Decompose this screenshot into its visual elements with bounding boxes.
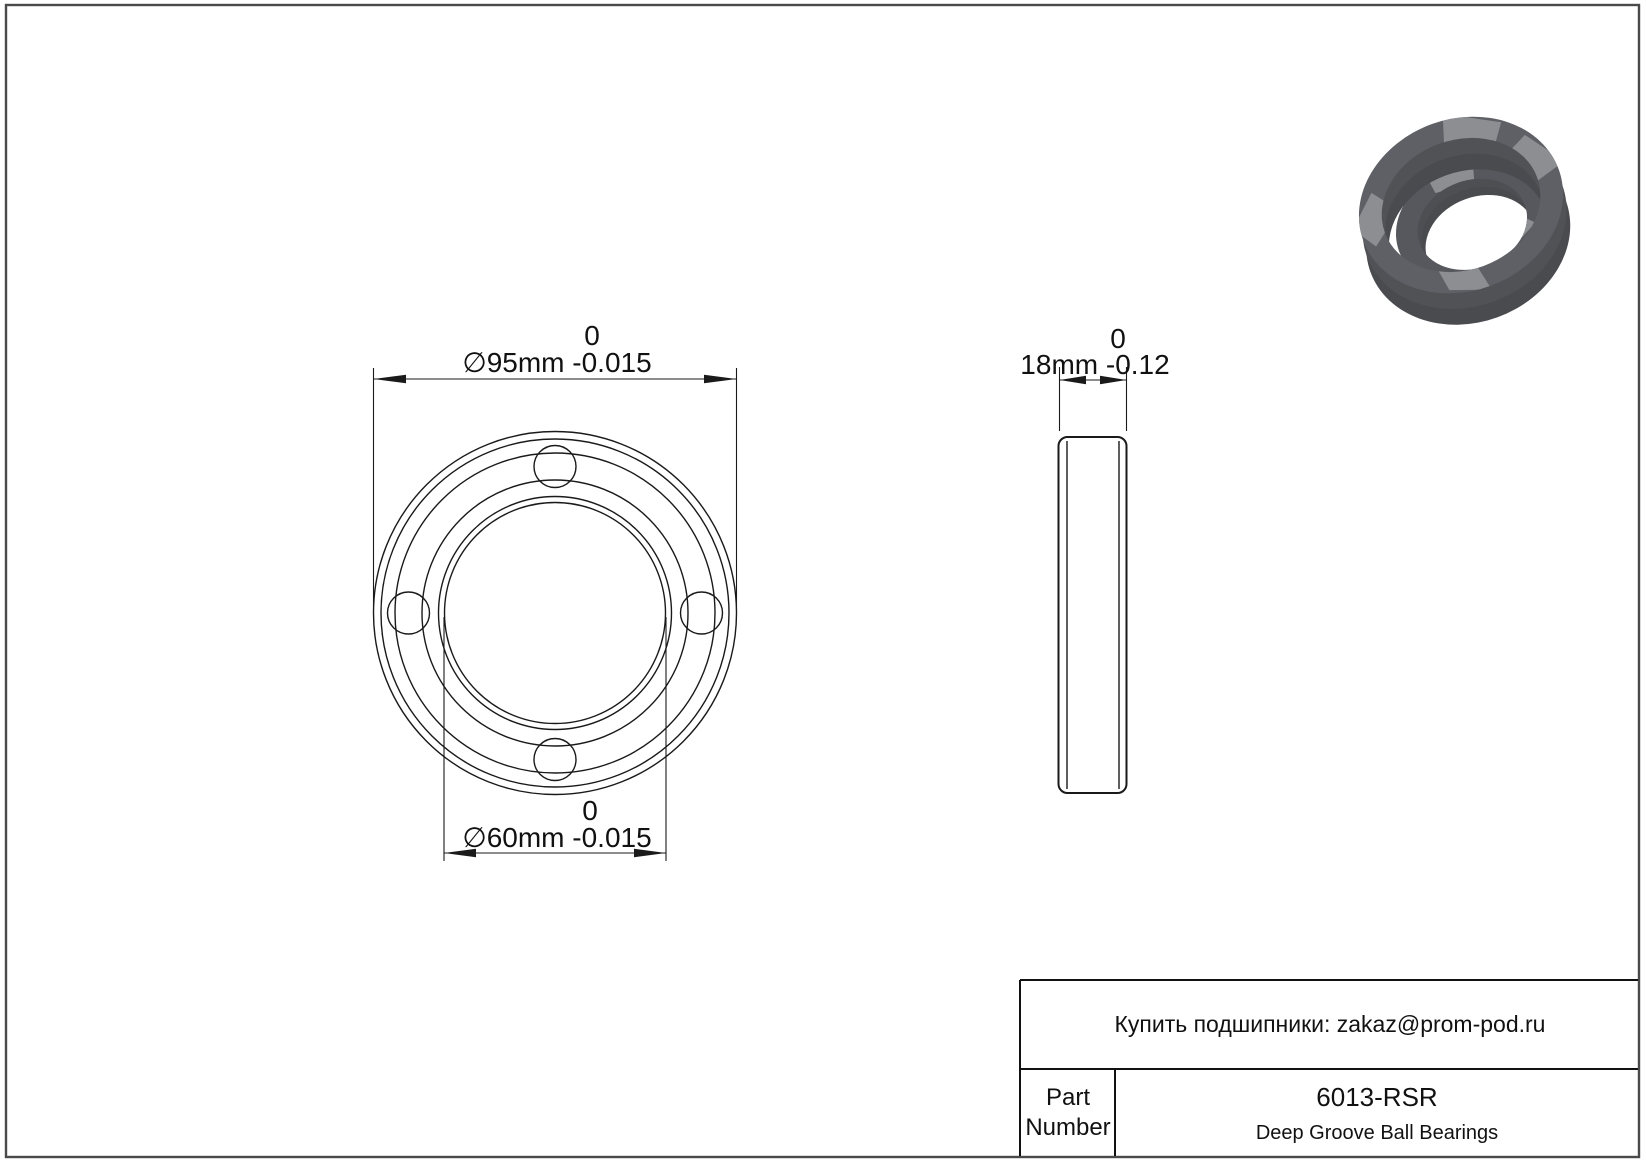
od-tolerance-upper: 0 xyxy=(584,320,600,351)
outer-raceway-circle xyxy=(395,453,715,773)
outer-ring-shoulder-circle xyxy=(381,439,729,787)
ball-left xyxy=(388,592,430,634)
arrowhead-right xyxy=(704,375,737,384)
front-view-drawing xyxy=(374,432,737,795)
part-label-line1: Part xyxy=(1045,1084,1090,1111)
ball-bottom xyxy=(534,739,576,781)
part-number-value: 6013-RSR xyxy=(1316,1081,1438,1112)
part-number-label xyxy=(1022,1071,1114,1155)
side-view-drawing xyxy=(1059,437,1127,793)
ball-top xyxy=(534,446,576,488)
part-number-cell xyxy=(1116,1071,1638,1155)
bearing-type-label: Deep Groove Ball Bearings xyxy=(1255,1121,1499,1144)
bore-dimension-label: ∅60mm -0.015 xyxy=(462,822,652,853)
bearing-3d-render xyxy=(1326,80,1606,353)
part-label-line2: Number xyxy=(1025,1114,1111,1141)
contact-line: Купить подшипники: zakaz@prom-pod.ru xyxy=(1114,1011,1546,1037)
bore-tolerance-upper: 0 xyxy=(582,795,598,826)
ring-cross-section xyxy=(1059,437,1127,793)
bore-circle xyxy=(445,503,666,724)
outer-ring-od-circle xyxy=(374,432,737,795)
width-dimension-label: 18mm -0.12 xyxy=(1020,349,1170,380)
inner-ring-shoulder-circle xyxy=(439,497,672,730)
inner-raceway-circle xyxy=(422,480,688,746)
width-tolerance-upper: 0 xyxy=(1110,323,1126,354)
ball-right xyxy=(681,592,723,634)
arrowhead-left xyxy=(374,375,407,384)
od-dimension-label: ∅95mm -0.015 xyxy=(462,347,652,378)
